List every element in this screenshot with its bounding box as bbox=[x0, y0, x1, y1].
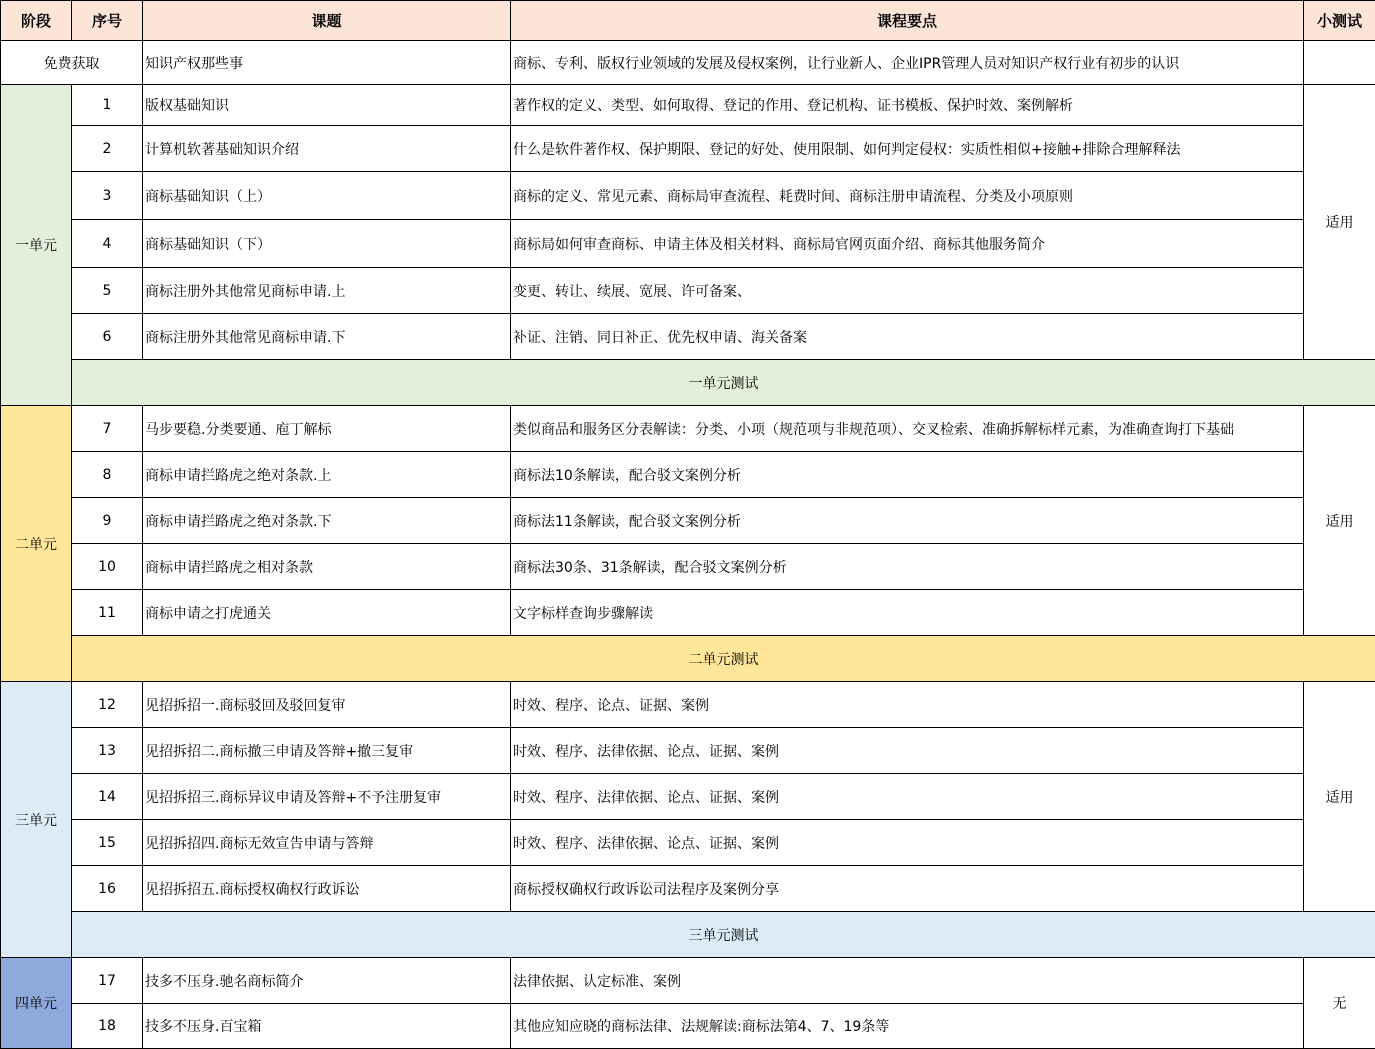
table-row bbox=[1, 314, 1375, 360]
table-row bbox=[1, 172, 1375, 220]
row-index: 16 bbox=[72, 866, 143, 912]
table-row bbox=[1, 774, 1375, 820]
row-topic: 见招拆招三.商标异议申请及答辩+不予注册复审 bbox=[143, 774, 511, 820]
table-row bbox=[1, 958, 1375, 1004]
header-points: 课程要点 bbox=[511, 1, 1304, 41]
unit-3-quiz: 适用 bbox=[1304, 682, 1375, 912]
table-row bbox=[1, 544, 1375, 590]
unit-3-test: 三单元测试 bbox=[72, 912, 1375, 958]
row-topic: 商标申请之打虎通关 bbox=[143, 590, 511, 636]
unit-test-row bbox=[1, 912, 1375, 958]
row-index: 6 bbox=[72, 314, 143, 360]
row-points: 补证、注销、同日补正、优先权申请、海关备案 bbox=[511, 314, 1304, 360]
row-index: 10 bbox=[72, 544, 143, 590]
row-index: 15 bbox=[72, 820, 143, 866]
table-row bbox=[1, 126, 1375, 172]
row-index: 5 bbox=[72, 268, 143, 314]
table-row bbox=[1, 268, 1375, 314]
row-points: 什么是软件著作权、保护期限、登记的好处、使用限制、如何判定侵权：实质性相似+接触+排除合理解释法 bbox=[511, 126, 1304, 172]
row-topic: 见招拆招四.商标无效宣告申请与答辩 bbox=[143, 820, 511, 866]
row-index: 8 bbox=[72, 452, 143, 498]
row-topic: 马步要稳.分类要通、庖丁解标 bbox=[143, 406, 511, 452]
row-index: 17 bbox=[72, 958, 143, 1004]
header-row bbox=[1, 1, 1375, 41]
row-topic: 商标注册外其他常见商标申请.下 bbox=[143, 314, 511, 360]
row-index: 1 bbox=[72, 85, 143, 126]
row-index: 4 bbox=[72, 220, 143, 268]
unit-2-quiz: 适用 bbox=[1304, 406, 1375, 636]
header-stage: 阶段 bbox=[1, 1, 72, 41]
free-topic: 知识产权那些事 bbox=[143, 41, 511, 85]
unit-1-test: 一单元测试 bbox=[72, 360, 1375, 406]
row-index: 13 bbox=[72, 728, 143, 774]
unit-test-row bbox=[1, 360, 1375, 406]
header-index: 序号 bbox=[72, 1, 143, 41]
row-topic: 见招拆招一.商标驳回及驳回复审 bbox=[143, 682, 511, 728]
unit-test-row bbox=[1, 636, 1375, 682]
free-quiz bbox=[1304, 41, 1375, 85]
table-row bbox=[1, 682, 1375, 728]
row-points: 时效、程序、法律依据、论点、证据、案例 bbox=[511, 774, 1304, 820]
row-index: 3 bbox=[72, 172, 143, 220]
row-topic: 版权基础知识 bbox=[143, 85, 511, 126]
row-points: 文字标样查询步骤解读 bbox=[511, 590, 1304, 636]
header-topic: 课题 bbox=[143, 1, 511, 41]
table-row bbox=[1, 728, 1375, 774]
row-index: 12 bbox=[72, 682, 143, 728]
row-points: 时效、程序、法律依据、论点、证据、案例 bbox=[511, 820, 1304, 866]
table-row bbox=[1, 590, 1375, 636]
unit-2-test: 二单元测试 bbox=[72, 636, 1375, 682]
free-points: 商标、专利、版权行业领域的发展及侵权案例，让行业新人、企业IPR管理人员对知识产权行业有初步的认识 bbox=[511, 41, 1304, 85]
free-stage: 免费获取 bbox=[1, 41, 143, 85]
row-points: 类似商品和服务区分表解读：分类、小项（规范项与非规范项）、交叉检索、准确拆解标样元素，为准确查询打下基础 bbox=[511, 406, 1304, 452]
table-row bbox=[1, 1004, 1375, 1049]
row-points: 变更、转让、续展、宽展、许可备案、 bbox=[511, 268, 1304, 314]
row-topic: 商标注册外其他常见商标申请.上 bbox=[143, 268, 511, 314]
row-topic: 商标基础知识（上） bbox=[143, 172, 511, 220]
row-points: 商标授权确权行政诉讼司法程序及案例分享 bbox=[511, 866, 1304, 912]
row-topic: 见招拆招二.商标撤三申请及答辩+撤三复审 bbox=[143, 728, 511, 774]
unit-2-stage: 二单元 bbox=[1, 406, 72, 682]
unit-1-quiz: 适用 bbox=[1304, 85, 1375, 360]
header-quiz: 小测试 bbox=[1304, 1, 1375, 41]
free-row bbox=[1, 41, 1375, 85]
table-row bbox=[1, 452, 1375, 498]
row-index: 14 bbox=[72, 774, 143, 820]
row-points: 商标的定义、常见元素、商标局审查流程、耗费时间、商标注册申请流程、分类及小项原则 bbox=[511, 172, 1304, 220]
row-points: 其他应知应晓的商标法律、法规解读:商标法第4、7、19条等 bbox=[511, 1004, 1304, 1049]
table-row bbox=[1, 498, 1375, 544]
row-index: 18 bbox=[72, 1004, 143, 1049]
row-points: 时效、程序、论点、证据、案例 bbox=[511, 682, 1304, 728]
row-points: 商标局如何审查商标、申请主体及相关材料、商标局官网页面介绍、商标其他服务简介 bbox=[511, 220, 1304, 268]
row-topic: 技多不压身.驰名商标简介 bbox=[143, 958, 511, 1004]
unit-4-quiz: 无 bbox=[1304, 958, 1375, 1049]
row-topic: 商标申请拦路虎之相对条款 bbox=[143, 544, 511, 590]
row-points: 著作权的定义、类型、如何取得、登记的作用、登记机构、证书模板、保护时效、案例解析 bbox=[511, 85, 1304, 126]
row-topic: 见招拆招五.商标授权确权行政诉讼 bbox=[143, 866, 511, 912]
table-row bbox=[1, 220, 1375, 268]
row-topic: 商标基础知识（下） bbox=[143, 220, 511, 268]
row-index: 9 bbox=[72, 498, 143, 544]
row-index: 2 bbox=[72, 126, 143, 172]
row-points: 商标法10条解读，配合驳文案例分析 bbox=[511, 452, 1304, 498]
row-points: 法律依据、认定标准、案例 bbox=[511, 958, 1304, 1004]
row-points: 时效、程序、法律依据、论点、证据、案例 bbox=[511, 728, 1304, 774]
unit-1-stage: 一单元 bbox=[1, 85, 72, 406]
row-index: 11 bbox=[72, 590, 143, 636]
row-points: 商标法11条解读，配合驳文案例分析 bbox=[511, 498, 1304, 544]
row-topic: 商标申请拦路虎之绝对条款.下 bbox=[143, 498, 511, 544]
table-row bbox=[1, 406, 1375, 452]
row-topic: 计算机软著基础知识介绍 bbox=[143, 126, 511, 172]
row-topic: 商标申请拦路虎之绝对条款.上 bbox=[143, 452, 511, 498]
row-index: 7 bbox=[72, 406, 143, 452]
table-row bbox=[1, 866, 1375, 912]
table-row bbox=[1, 820, 1375, 866]
unit-4-stage: 四单元 bbox=[1, 958, 72, 1049]
row-points: 商标法30条、31条解读，配合驳文案例分析 bbox=[511, 544, 1304, 590]
table-row bbox=[1, 85, 1375, 126]
unit-3-stage: 三单元 bbox=[1, 682, 72, 958]
row-topic: 技多不压身.百宝箱 bbox=[143, 1004, 511, 1049]
